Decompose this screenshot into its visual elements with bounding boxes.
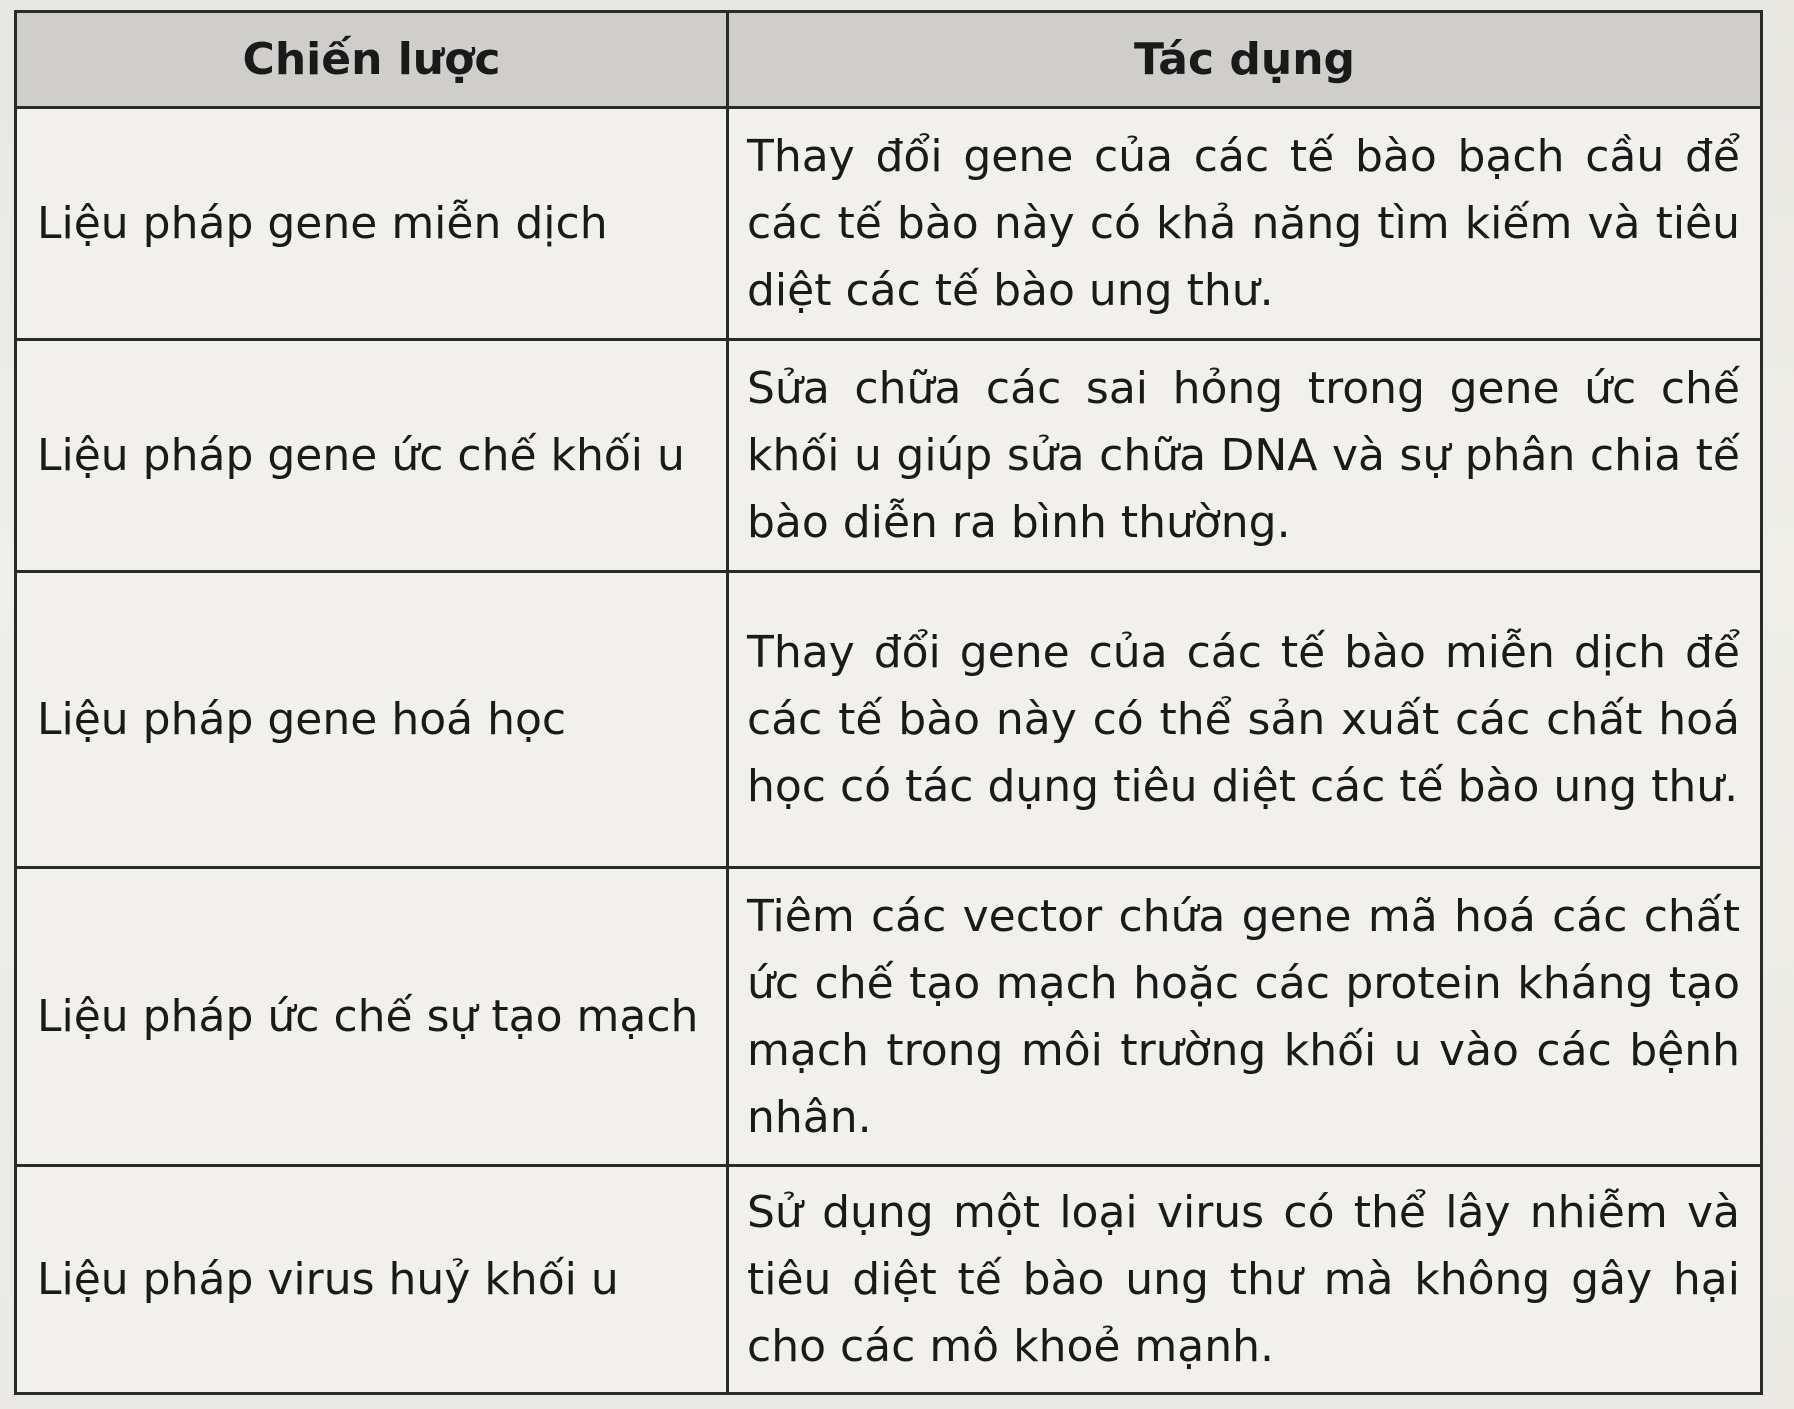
strategy-cell: Liệu pháp gene miễn dịch <box>16 108 728 340</box>
header-effect: Tác dụng <box>728 12 1762 108</box>
table-row <box>16 868 1762 1166</box>
table-row <box>16 572 1762 868</box>
effect-cell: Tiêm các vector chứa gene mã hoá các chất ức chế tạo mạch hoặc các protein kháng tạo mạch trong môi trường khối u vào các bệnh nhân. <box>728 868 1762 1166</box>
table-row <box>16 108 1762 340</box>
strategy-cell: Liệu pháp ức chế sự tạo mạch <box>16 868 728 1166</box>
strategy-cell: Liệu pháp gene ức chế khối u <box>16 340 728 572</box>
table-row <box>16 1166 1762 1394</box>
header-strategy: Chiến lược <box>16 12 728 108</box>
table-row <box>16 340 1762 572</box>
strategy-cell: Liệu pháp virus huỷ khối u <box>16 1166 728 1394</box>
effect-cell: Thay đổi gene của các tế bào bạch cầu để các tế bào này có khả năng tìm kiếm và tiêu diệt các tế bào ung thư. <box>728 108 1762 340</box>
strategy-cell: Liệu pháp gene hoá học <box>16 572 728 868</box>
table-header-row <box>16 12 1762 108</box>
effect-cell: Thay đổi gene của các tế bào miễn dịch để các tế bào này có thể sản xuất các chất hoá học có tác dụng tiêu diệt các tế bào ung thư. <box>728 572 1762 868</box>
effect-cell: Sử dụng một loại virus có thể lây nhiễm và tiêu diệt tế bào ung thư mà không gây hại cho các mô khoẻ mạnh. <box>728 1166 1762 1394</box>
effect-cell: Sửa chữa các sai hỏng trong gene ức chế khối u giúp sửa chữa DNA và sự phân chia tế bào diễn ra bình thường. <box>728 340 1762 572</box>
gene-therapy-strategy-table <box>14 10 1763 1395</box>
